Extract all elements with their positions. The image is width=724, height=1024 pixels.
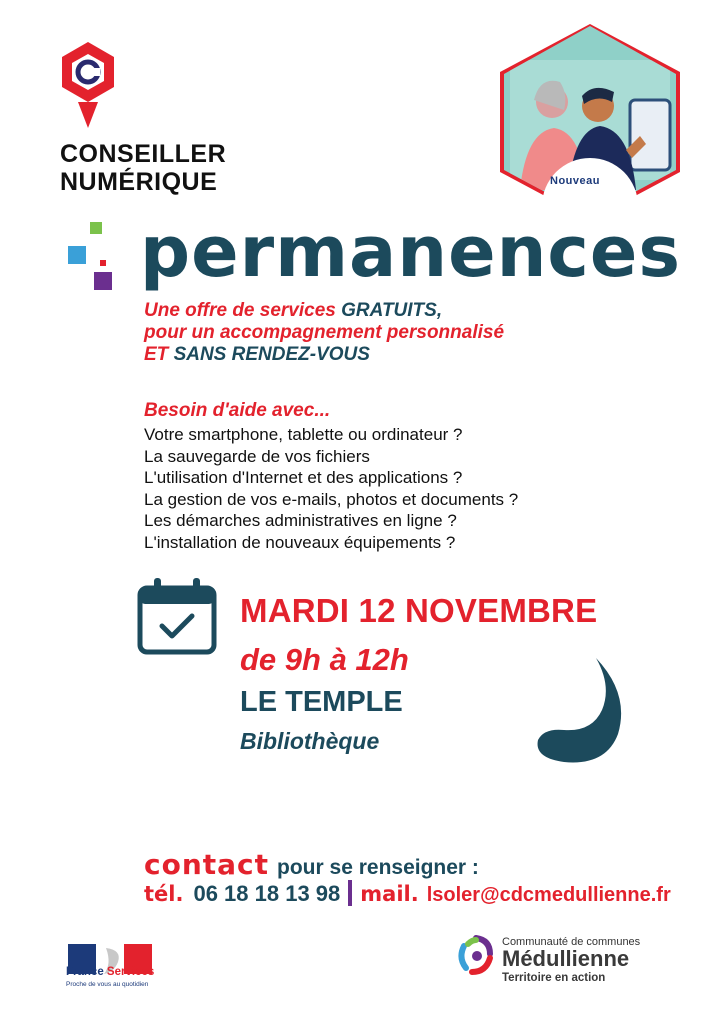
decorative-squares-icon	[68, 220, 118, 292]
tel-label: tél.	[144, 882, 184, 906]
medullienne-header: Communauté de communes	[502, 936, 641, 948]
help-item: La gestion de vos e-mails, photos et documents ?	[144, 489, 519, 509]
event-place: LE TEMPLE	[240, 686, 403, 718]
email-address[interactable]: lsoler@cdcmedullienne.fr	[426, 884, 671, 906]
medullienne-logo-icon	[456, 934, 496, 978]
phone-number[interactable]: 06 18 18 13 98	[193, 881, 341, 906]
hexagon-illustration-badge	[490, 20, 690, 220]
help-item: Les démarches administratives en ligne ?	[144, 511, 457, 530]
conseiller-numerique-logo-icon	[58, 40, 118, 132]
help-list	[144, 424, 518, 553]
offer-text: Une offre de services GRATUITS, pour un accompagnement personnalisé ET SANS RENDEZ-VOUS	[144, 300, 505, 365]
brand-text: CONSEILLER NUMÉRIQUE	[60, 140, 227, 196]
france-services-name: France Services	[66, 966, 155, 978]
help-title: Besoin d'aide avec...	[144, 400, 331, 421]
help-item: L'installation de nouveaux équipements ?	[144, 532, 456, 552]
new-badge-label: Nouveau	[550, 175, 600, 187]
event-venue: Bibliothèque	[240, 728, 380, 754]
contact-details	[144, 880, 671, 907]
event-hours: de 9h à 12h	[240, 642, 409, 677]
separator	[348, 880, 352, 906]
medullienne-tagline: Territoire en action	[502, 972, 606, 984]
help-item: L'utilisation d'Internet et des applications ?	[144, 468, 463, 487]
calendar-check-icon	[136, 576, 218, 656]
help-item: La sauvegarde de vos fichiers	[144, 446, 370, 466]
contact-heading: contact pour se renseigner :	[144, 848, 479, 881]
help-item: Votre smartphone, tablette ou ordinateur ?	[144, 425, 463, 444]
france-services-tagline: Proche de vous au quotidien	[66, 981, 149, 988]
crescent-decoration-icon	[530, 654, 630, 766]
medullienne-name: Médullienne	[502, 946, 630, 971]
page-title: permanences	[140, 211, 682, 293]
event-date: MARDI 12 NOVEMBRE	[240, 592, 598, 629]
mail-label: mail.	[360, 882, 419, 906]
